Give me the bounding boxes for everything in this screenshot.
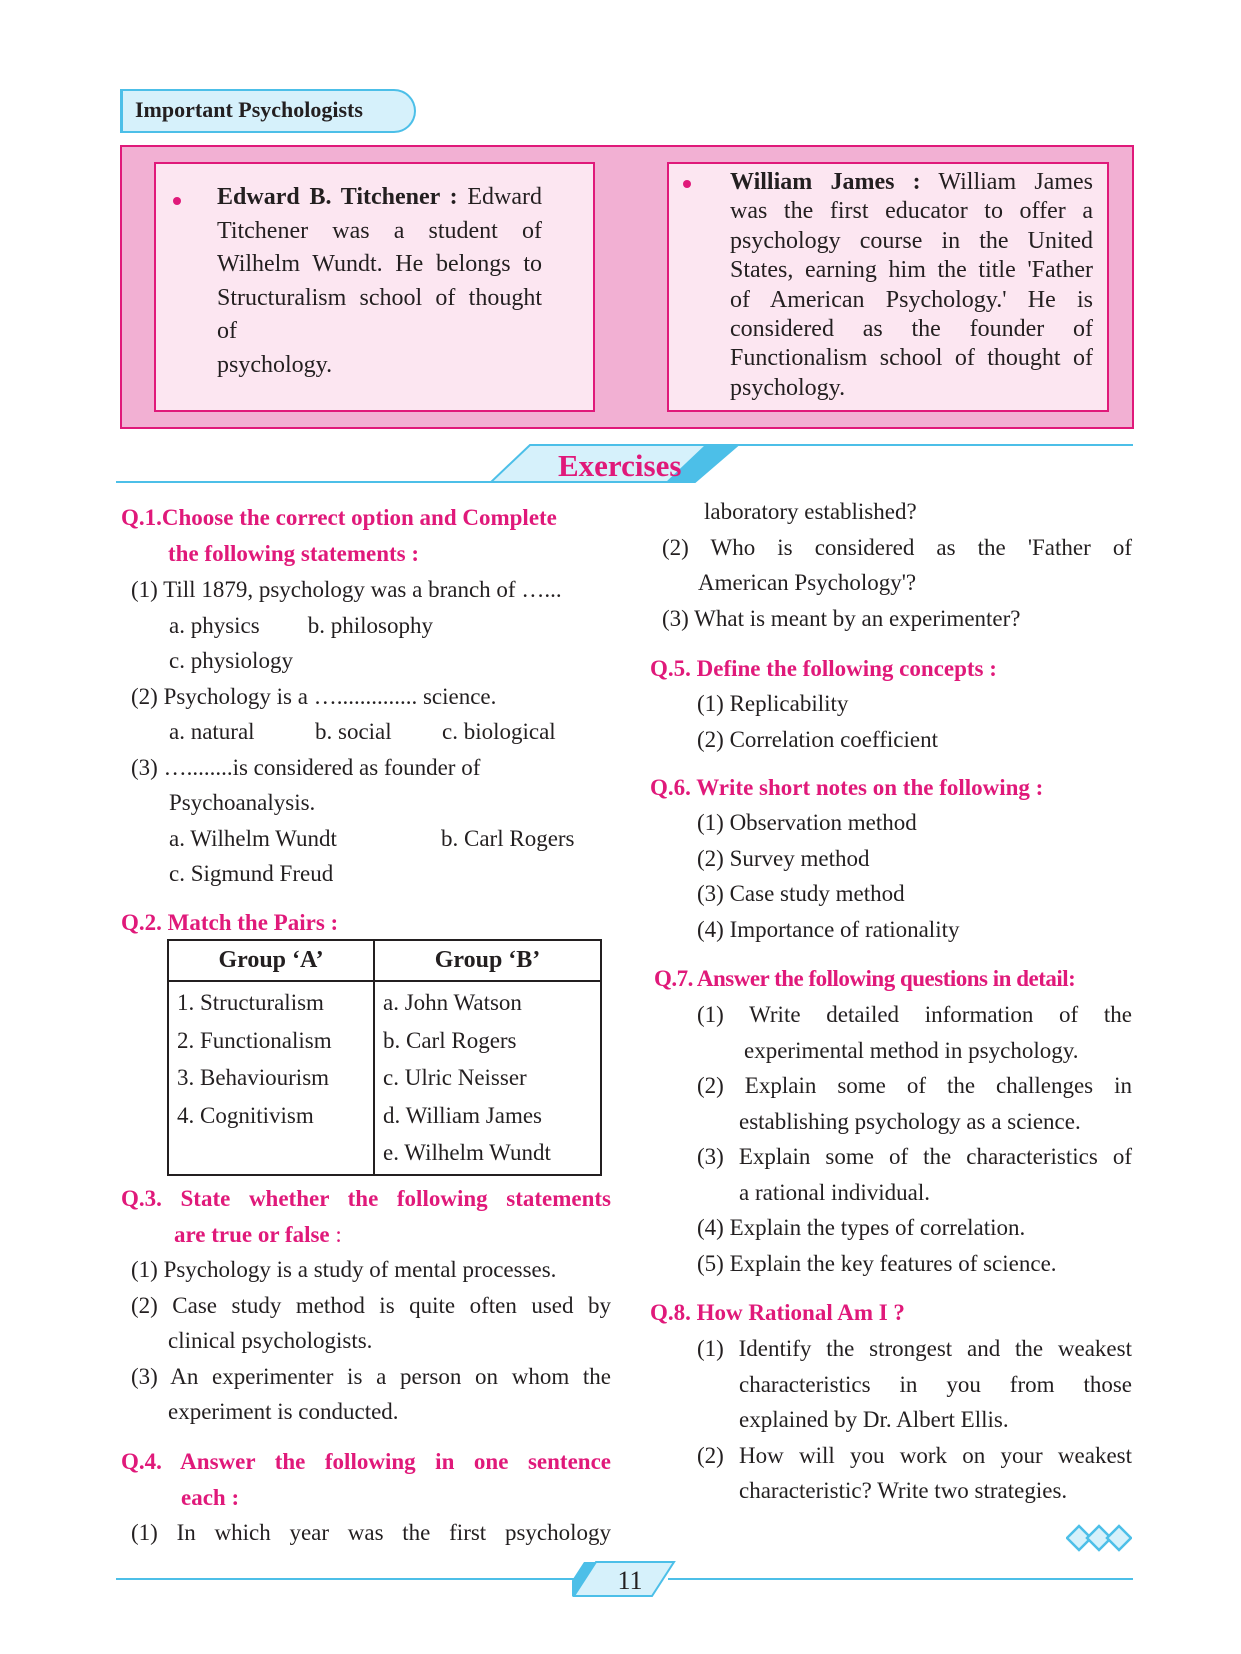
list-item: (1) Identify the strongest and the weakest bbox=[697, 1336, 1132, 1361]
page-number: 11 bbox=[617, 1566, 643, 1595]
q3-items: (1) Psychology is a study of mental processes. (2) Case study method is quite often used by clinical psychologists. (3) An experimenter is a person on whom the experiment is conducted. bbox=[131, 1252, 611, 1430]
titchener-text: Edward B. Titchener : Edward Titchener was a student of Wilhelm Wundt. He belongs to Structuralism school of thought of psychology. bbox=[217, 184, 542, 378]
q3-title: Q.3. State whether the following statements are true or false : bbox=[121, 1186, 611, 1247]
q2-title: Q.2. Match the Pairs : bbox=[121, 910, 339, 935]
list-item: (1) Replicability bbox=[697, 691, 849, 716]
option-row: c. Sigmund Freud bbox=[169, 861, 334, 886]
james-card bbox=[667, 162, 1109, 412]
table-header: Group ‘B’ bbox=[374, 940, 601, 981]
option-row: a. natural b. social c. biological bbox=[169, 719, 556, 744]
q4-item1-first: (1) In which year was the first psychology bbox=[131, 1520, 611, 1545]
q4-title: Q.4. Answer the following in one sentence each : bbox=[121, 1449, 611, 1510]
q8-title: Q.8. How Rational Am I ? bbox=[650, 1300, 905, 1325]
q4-continued: laboratory established? (2) Who is considered as the 'Father of American Psychology'? (3) What is meant by an experimenter? bbox=[662, 494, 1132, 636]
group-a-cell bbox=[168, 981, 374, 1175]
list-item: (3) …........is considered as founder of bbox=[131, 754, 481, 780]
list-item: (3) What is meant by an experimenter? bbox=[662, 605, 1021, 631]
bullet-icon bbox=[173, 197, 181, 205]
q7-items: (1) Write detailed information of the experimental method in psychology. (2) Explain some of the challenges in establishing psychology as a science. (3) Explain some of the characteristics of a rational individual. (4) Explain the types of correlation. (5) Explain the key features of science. bbox=[697, 997, 1132, 1281]
list-item: (3) An experimenter is a person on whom the bbox=[131, 1363, 611, 1389]
section-heading: Important Psychologists bbox=[135, 97, 363, 122]
option-row: a. Wilhelm Wundt b. Carl Rogers bbox=[169, 825, 575, 851]
table-row: 2. Functionalism bbox=[177, 1027, 332, 1053]
match-table bbox=[167, 939, 602, 1176]
list-item: (2) How will you work on your weakest bbox=[697, 1442, 1132, 1468]
list-item: (4) Importance of rationality bbox=[697, 916, 960, 942]
table-header: Group ‘A’ bbox=[168, 940, 374, 981]
bullet-icon bbox=[683, 180, 691, 188]
list-item: (2) Psychology is a ….............. science. bbox=[131, 683, 497, 709]
list-item: (2) Explain some of the challenges in bbox=[697, 1073, 1132, 1098]
table-row: c. Ulric Neisser bbox=[383, 1065, 527, 1091]
table-row: 1. Structuralism bbox=[177, 990, 324, 1015]
titchener-card bbox=[154, 162, 595, 412]
list-item: (1) Psychology is a study of mental processes. bbox=[131, 1257, 557, 1282]
list-item: (1) Write detailed information of the bbox=[697, 1002, 1132, 1027]
divider-line bbox=[116, 481, 496, 483]
group-b-cell bbox=[374, 981, 601, 1175]
list-item: (3) Case study method bbox=[697, 881, 905, 906]
list-item: (1) Till 1879, psychology was a branch of …... bbox=[131, 577, 562, 602]
table-row: d. William James bbox=[383, 1102, 542, 1128]
table-row: 4. Cognitivism bbox=[177, 1102, 314, 1128]
q1-items: (1) Till 1879, psychology was a branch of …... a. physics b. philosophy c. physiology (2) Psychology is a ….............. science. a. natural b. social c. biological (3) …........is considered as founder of Psychoanalysis. a. Wilhelm Wundt b. Carl Rogers c. Sigmund Freud bbox=[131, 572, 611, 892]
q8-items: (1) Identify the strongest and the weakest characteristics in you from those explained by Dr. Albert Ellis. (2) How will you work on your weakest characteristic? Write two strategies. bbox=[697, 1331, 1132, 1509]
section-tab bbox=[120, 89, 416, 133]
footer-line bbox=[668, 1578, 1133, 1580]
table-row: a. John Watson bbox=[383, 990, 522, 1015]
table-row: e. Wilhelm Wundt bbox=[383, 1140, 551, 1166]
list-item: (2) Survey method bbox=[697, 845, 870, 871]
q6-items bbox=[697, 805, 959, 947]
option-row: c. physiology bbox=[169, 648, 293, 673]
list-item: (4) Explain the types of correlation. bbox=[697, 1215, 1026, 1240]
list-item: (3) Explain some of the characteristics of bbox=[697, 1144, 1132, 1169]
q7-title: Q.7. Answer the following questions in detail: bbox=[654, 966, 1076, 991]
list-item: (2) Correlation coefficient bbox=[697, 726, 938, 752]
diamond-chain-icon bbox=[1066, 1523, 1132, 1553]
q1-title: Q.1.Choose the correct option and Complete the following statements : bbox=[121, 505, 557, 566]
divider-line bbox=[735, 444, 1133, 446]
exercises-title: Exercises bbox=[558, 448, 682, 483]
footer-line bbox=[116, 1578, 576, 1580]
table-row: b. Carl Rogers bbox=[383, 1027, 517, 1053]
q5-items bbox=[697, 686, 938, 757]
option-row: a. physics b. philosophy bbox=[169, 612, 433, 638]
james-text: William James : William James was the first educator to offer a psychology course in the United States, earning him the title 'Father of American Psychology.' He is considered as the founder of Functionalism school of thought of psychology. bbox=[730, 169, 1093, 401]
q5-title: Q.5. Define the following concepts : bbox=[650, 656, 997, 681]
list-item: (2) Case study method is quite often used by bbox=[131, 1292, 611, 1318]
q6-title: Q.6. Write short notes on the following : bbox=[650, 775, 1044, 800]
list-item: (5) Explain the key features of science. bbox=[697, 1250, 1057, 1276]
list-item: (1) Observation method bbox=[697, 810, 917, 835]
table-row: 3. Behaviourism bbox=[177, 1065, 330, 1091]
